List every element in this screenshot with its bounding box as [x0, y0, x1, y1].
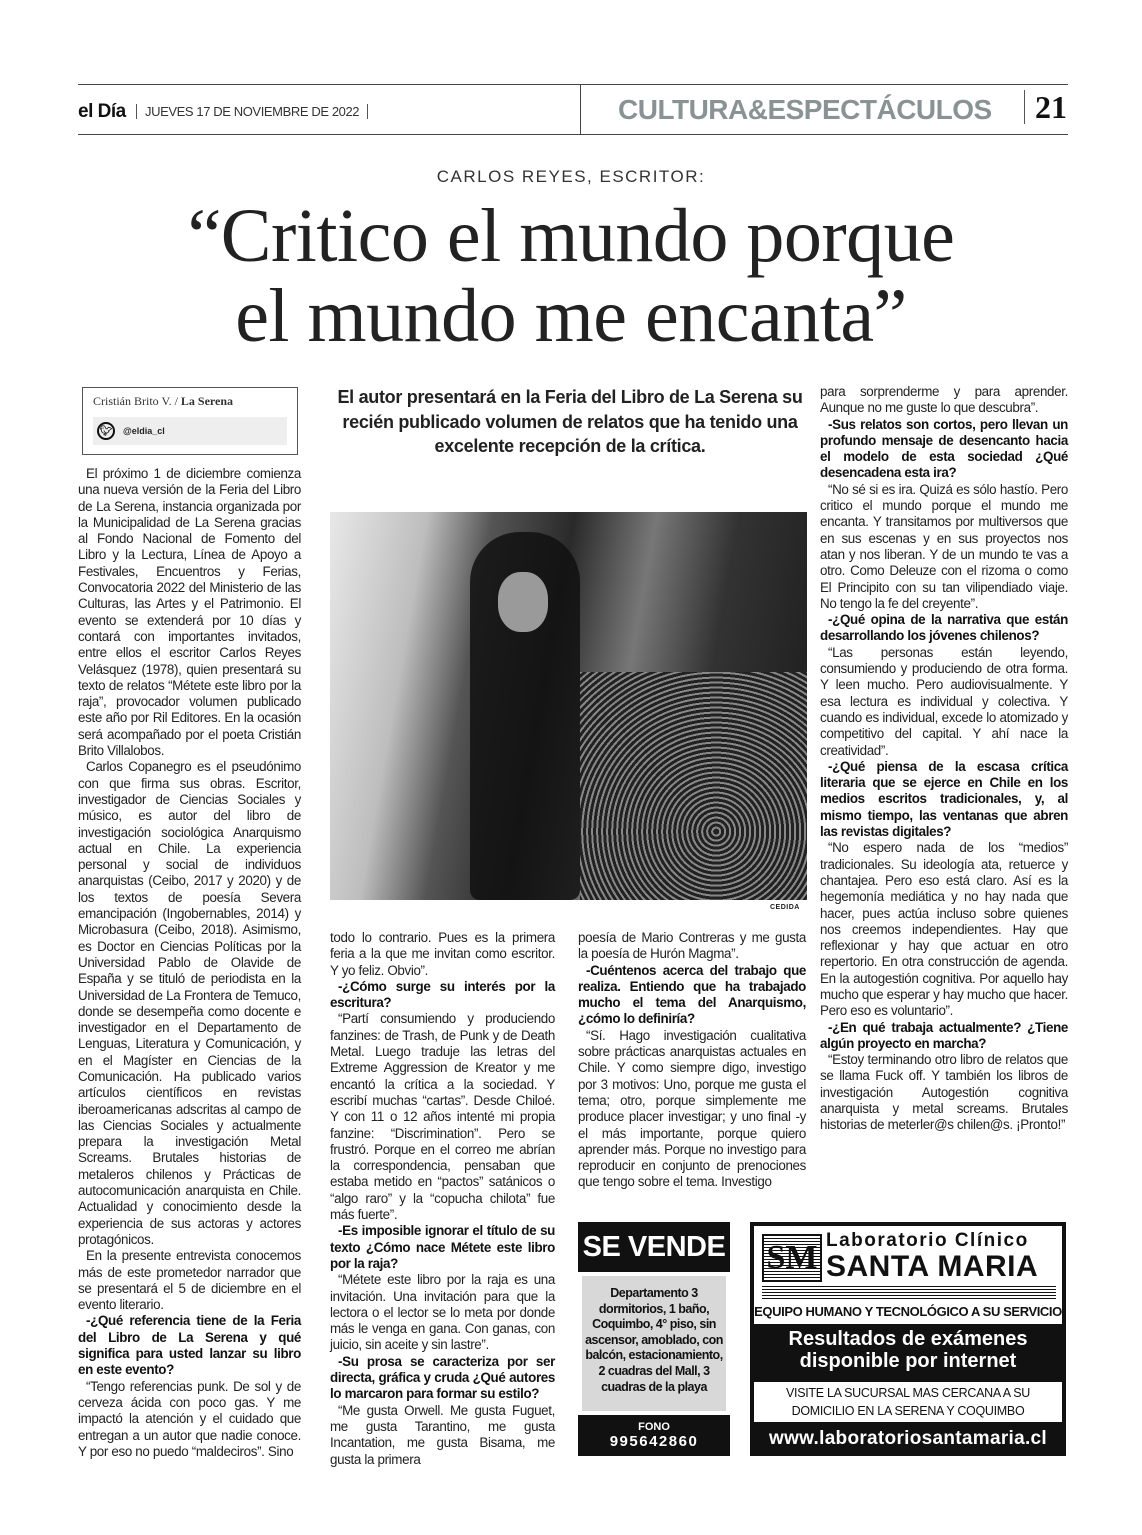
author-photo [330, 512, 807, 900]
headline-line: “Critico el mundo porque [187, 194, 955, 278]
phone-label: FONO [638, 1421, 670, 1433]
article-lead: El autor presentará en la Feria del Libro de La Serena su recién publicado volumen de relatos que ha tenido una excelente recepción de la crítica. [337, 387, 803, 456]
article-paragraph: “Tengo referencias punk. De sol y de cerveza ácida con poco gas. Y me impactó la atención y el cuidado que entregan a un autor que nadie conoce. Y por eso no puedo “maldeciros”. Sino [78, 1378, 301, 1459]
article-column-1 [78, 466, 301, 1460]
article-paragraph: “Estoy terminando otro libro de relatos que se llama Fuck off. Y también los libros de investigación Autogestión cognitiva anarquista y metal screams. Brutales historias de meterler@s chilen@s. ¡Pronto!” [820, 1052, 1068, 1133]
interview-question: -¿En qué trabaja actualmente? ¿Tiene algún proyecto en marcha? [820, 1019, 1068, 1051]
interview-question: -¿Cómo surge su interés por la escritura? [330, 978, 555, 1011]
lab-results-text: Resultados de exámenes disponible por internet [788, 1328, 1028, 1372]
article-paragraph: En la presente entrevista conocemos más de este prometedor narrador que se presentará el 5 de diciembre en el evento literario. [78, 1248, 301, 1313]
article-paragraph: “Me gusta Orwell. Me gusta Fuguet, me gusta Tarantino, me gusta Incantation, me gusta Bisama, me gusta la primera [330, 1402, 555, 1467]
laboratory-ad [750, 1222, 1066, 1456]
lab-website: www.laboratoriosantamaria.cl [769, 1428, 1047, 1449]
author-name: Cristián Brito V. [93, 394, 172, 408]
article-paragraph: “Sí. Hago investigación cualitativa sobre prácticas anarquistas actuales en Chile. Y como siempre digo, investigo por 3 motivos: Uno, porque me gusta el tema; otro, porque simplemente me produce placer investigar; y uno final -y el más importante, porque quiero aprender más. Porque no investigo para reproducir en conjunto de prenociones que tengo sobre el tema. Investigo [578, 1027, 806, 1190]
lab-name-line1: Laboratorio Clínico [826, 1230, 1029, 1251]
interview-question: -¿Qué opina de la narrativa que están desarrollando los jóvenes chilenos? [820, 612, 1068, 644]
article-paragraph: poesía de Mario Contreras y me gusta la poesía de Hurón Magma”. [578, 930, 806, 962]
lab-logo: SM [762, 1234, 822, 1282]
interview-question: -Es imposible ignorar el título de su texto ¿Cómo nace Métete este libro por la raja? [330, 1223, 555, 1271]
interview-question: -Cuéntenos acerca del trabajo que realiza. Entiendo que ha trabajado mucho el tema del Anarquismo, ¿cómo lo definiría? [578, 962, 806, 1027]
article-column-3 [578, 930, 806, 1191]
article-paragraph: “Las personas están leyendo, consumiendo y produciendo de otra forma. Y leen mucho. Pero audiovisualmente. Y esa lectura es individual y colectiva. Y cuando es individual, excede lo atomizado y competitivo del capital. Y ahí nace la creatividad”. [820, 644, 1068, 758]
twitter-icon: 🐦︎ [97, 422, 115, 440]
twitter-handle-row [93, 417, 287, 445]
lab-visit-text: VISITE LA SUCURSAL MAS CERCANA A SU DOMICILIO EN LA SERENA Y COQUIMBO [754, 1382, 1062, 1422]
decorative-lines [762, 1286, 1056, 1300]
lab-name-line2: SANTA MARIA [826, 1250, 1039, 1283]
lab-tagline: EQUIPO HUMANO Y TECNOLÓGICO A SU SERVICIO [754, 1304, 1062, 1319]
interview-question: -Sus relatos son cortos, pero llevan un profundo mensaje de desencanto hacia el modelo de esta sociedad ¿Qué desencadena esta ira? [820, 416, 1068, 481]
section-title: CULTURA&ESPECTÁCULOS [618, 94, 992, 125]
article-column-2 [330, 930, 555, 1468]
ad-title: SE VENDE [582, 1231, 726, 1263]
issue-date: JUEVES 17 DE NOVIEMBRE DE 2022 [136, 104, 368, 119]
interview-question: -¿Qué piensa de la escasa crítica literaria que se ejerce en Chile en los medios escritos tradicionales, y, al mismo tiempo, las ventanas que abren las revistas digitales? [820, 758, 1068, 840]
classified-ad-se-vende [578, 1222, 730, 1456]
article-paragraph: para sorprenderme y para aprender. Aunque no me guste lo que descubra”. [820, 384, 1068, 416]
interview-question: -Su prosa se caracteriza por ser directa, gráfica y cruda ¿Qué autores lo marcaron para formar su estilo? [330, 1353, 555, 1402]
article-paragraph: todo lo contrario. Pues es la primera feria a la que me invitan como escritor. Y yo feliz. Obvio”. [330, 930, 555, 978]
ad-body: Departamento 3 dormitorios, 1 baño, Coquimbo, 4° piso, sin ascensor, amoblado, con balcón, estacionamiento, 2 cuadras del Mall, 3 cuadras de la playa [582, 1276, 726, 1411]
byline: Cristián Brito V. / La Serena [93, 394, 234, 408]
kicker: CARLOS REYES, ESCRITOR: [436, 167, 706, 186]
header-divider [580, 84, 581, 134]
headline-line: el mundo me encanta” [235, 274, 907, 358]
phone-number: 995642860 [609, 1433, 699, 1450]
byline-location: La Serena [180, 394, 234, 408]
interview-question: -¿Qué referencia tiene de la Feria del Libro de La Serena y qué significa para usted lanzar su libro en este evento? [78, 1313, 301, 1378]
twitter-handle: @eldia_cl [123, 426, 165, 436]
article-paragraph: “No espero nada de los “medios” tradicionales. Su ideología ata, retuerce y chantajea. Pero eso está claro. Así es la hegemonía mediática y no hay nada que hacer, pues actúa incluso sobre quienes nos creemos independientes. Hay que reflexionar y hay que actuar en otro repertorio. En otra construcción de agenda. En la autogestión cognitiva. Por aquello hay mucho que esperar y hay mucho que hacer. Pero eso es voluntario”. [820, 840, 1068, 1019]
article-paragraph: “No sé si es ira. Quizá es sólo hastío. Pero critico el mundo porque el mundo me encanta. Y transitamos por multiversos que en sus escenas y en sus proyectos nos atan y nos liberan. Y de un mundo te vas a otro. Como Deleuze con el rizoma o como El Principito con su tan vilipendiado viaje. No tengo la fe del creyente”. [820, 481, 1068, 611]
photo-credit: CEDIDA [770, 904, 800, 911]
article-paragraph: Carlos Copanegro es el pseudónimo con que firma sus obras. Escritor, investigador de Ciencias Sociales y músico, es autor del libro de investigación sociológica Anarquismo actual en Chile. La experiencia personal y social de individuos anarquistas (Ceibo, 2017 y 2020) y de los textos de poesía Severa emancipación (Ingobernables, 2014) y Microbasura (Ceibo, 2018). Asimismo, es Doctor en Ciencias Políticas por la Universidad Pablo de Olavide de España y se tituló de periodista en la Universidad de La Frontera de Temuco, donde se desempeña como docente e investigador en el Departamento de Lenguas, Literatura y Comunicación, y en el Magíster en Ciencias de la Comunicación. Ha publicado varios artículos científicos en revistas iberoamericanas adscritas al campo de las Ciencias Sociales y actualmente prepara la investigación Metal Screams. Brutales historias de metaleros chilenos y Prácticas de autocomunicación anarquista en Chile. Actualidad y conocimiento desde la experiencia de sus actoras y actores protagónicos. [78, 759, 301, 1247]
article-paragraph: El próximo 1 de diciembre comienza una nueva versión de la Feria del Libro de La Serena, instancia organizada por la Municipalidad de La Serena gracias al Fondo Nacional de Fomento del Libro y la Lectura, Línea de Apoyo a Festivales, Encuentros y Ferias, Convocatoria 2022 del Ministerio de las Culturas, las Artes y el Patrimonio. El evento se extenderá por 10 días y contará con importantes invitados, entre ellos el escritor Carlos Reyes Velásquez (1978), quien presentará su texto de relatos “Métete este libro por la raja”, provocador volumen publicado este año por Ril Editores. En la ocasión será acompañado por el poeta Cristián Brito Villalobos. [78, 466, 301, 759]
article-paragraph: “Métete este libro por la raja es una invitación. Una invitación para que la lectora o el lector se lo meta por donde más le venga en gana. Con ganas, con juicio, sin aceite y sin lastre”. [330, 1272, 555, 1353]
page-number: 21 [1024, 90, 1067, 124]
article-paragraph: “Partí consumiendo y produciendo fanzines: de Trash, de Punk y de Death Metal. Luego traduje las letras del Extreme Aggression de Kreator y me encantó la crítica a la sociedad. Y escribí muchas “cartas”. Desde Chiloé. Y con 11 o 12 años intenté mi propia fanzine: “Discrimination”. Pero se frustró. Porque en el correo me abrían la correspondencia, pensaban que estaba metido en “pactos” satánicos o “algo raro” y la “copucha chilota” fue más fuerte”. [330, 1011, 555, 1223]
headline [0, 196, 1142, 356]
header-bottom-rule [78, 134, 1068, 135]
top-rule [78, 84, 1068, 85]
article-column-4 [820, 384, 1068, 1134]
newspaper-logo: el Día [78, 101, 126, 122]
byline-box [82, 387, 298, 455]
